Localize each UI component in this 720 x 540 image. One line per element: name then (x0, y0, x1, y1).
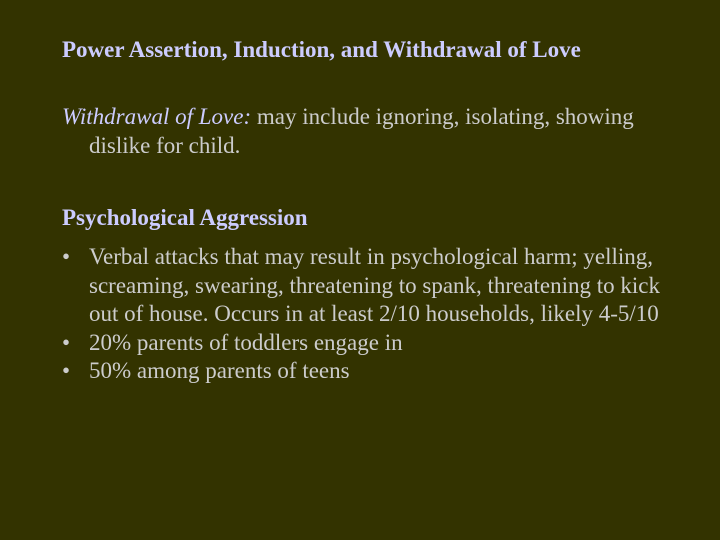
withdrawal-of-love-description: may include ignoring, isolating, showing dislike for child. (89, 104, 634, 158)
bullet-item (62, 357, 662, 386)
bullet-icon: • (62, 244, 71, 269)
bullet-text: Verbal attacks that may result in psychological harm; yelling, screaming, swearing, threatening to spank, threatening to kick out of house. Occurs in at least 2/10 households, likely 4-5/10 (89, 244, 660, 326)
bullet-icon: • (62, 358, 71, 383)
slide-title: Power Assertion, Induction, and Withdrawal of Love (62, 37, 581, 62)
bullet-list (62, 243, 662, 386)
bullet-text: 20% parents of toddlers engage in (89, 329, 403, 355)
bullet-icon: • (62, 329, 71, 355)
bullet-item (62, 329, 662, 358)
bullet-text: 50% among parents of teens (89, 358, 350, 383)
bullet-item (62, 243, 662, 329)
section-heading-psychological-aggression: Psychological Aggression (62, 205, 308, 230)
withdrawal-of-love-term: Withdrawal of Love: (62, 104, 252, 129)
withdrawal-of-love-paragraph (62, 103, 689, 160)
